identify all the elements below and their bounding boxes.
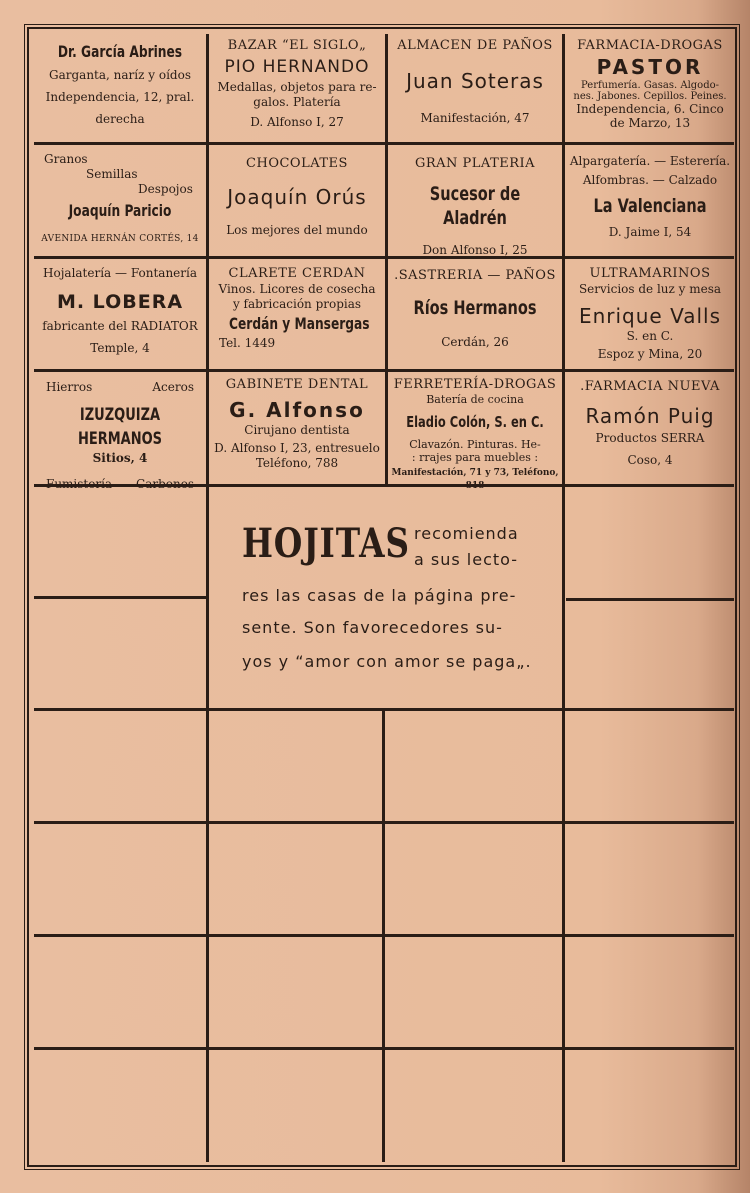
ad-text: Clavazón. Pinturas. He- xyxy=(409,438,541,451)
ad-name: M. LOBERA xyxy=(56,291,184,313)
ad-text: Despojos xyxy=(138,182,193,196)
ad-text: Aceros xyxy=(152,380,194,394)
ad-text: Cirujano dentista xyxy=(244,423,350,437)
ad-heading: CLARETE CERDAN xyxy=(228,266,366,281)
ad-address: Independencia, 12, pral. xyxy=(45,90,195,104)
ad-address: Independencia, 6. Cinco xyxy=(576,102,724,116)
divider xyxy=(566,598,734,601)
ad-address: derecha xyxy=(95,112,145,126)
ad-address: Coso, 4 xyxy=(627,453,673,467)
ad-heading: Hojalatería — Fontanería xyxy=(43,266,197,280)
ad-text: Productos SERRA xyxy=(595,431,705,445)
ad-address: D. Alfonso I, 27 xyxy=(250,115,344,129)
notice-text: recomienda xyxy=(414,524,519,543)
ad-cell xyxy=(209,34,385,142)
ad-cell xyxy=(209,260,385,369)
ad-row xyxy=(34,379,206,395)
ad-heading: GRAN PLATERIA xyxy=(414,156,536,171)
notice-box xyxy=(210,490,562,710)
ad-name: Cerdán y Mansergas xyxy=(229,314,370,333)
divider xyxy=(382,710,385,1162)
ad-name: Juan Soteras xyxy=(406,69,544,93)
notice-text: sente. Son favorecedores su- xyxy=(242,618,503,637)
ad-heading: ULTRAMARINOS xyxy=(589,266,711,281)
ad-name: PASTOR xyxy=(596,55,704,79)
ad-heading: GABINETE DENTAL xyxy=(225,377,369,392)
ad-cell xyxy=(209,373,385,484)
ad-text: S. en C. xyxy=(626,329,674,343)
ad-name: Dr. García Abrines xyxy=(57,42,183,61)
ad-cell xyxy=(388,373,562,491)
ad-name: PIO HERNANDO xyxy=(224,57,370,77)
ad-address: AVENIDA HERNÁN CORTÉS, 14 xyxy=(41,234,199,244)
divider xyxy=(34,369,734,372)
ad-heading: ALMACEN DE PAÑOS xyxy=(397,38,553,53)
ad-cell xyxy=(388,34,562,142)
ad-name: IZUZQUIZA HERMANOS xyxy=(77,405,163,449)
ad-cell xyxy=(388,260,562,369)
ad-text: Alpargatería. — Esterería. xyxy=(569,154,731,168)
ad-text: : rrajes para muebles : xyxy=(411,451,539,464)
ad-heading: BAZAR “EL SIGLO„ xyxy=(227,38,367,53)
ad-text: Hierros xyxy=(46,380,93,394)
ad-heading: .FARMACIA NUEVA xyxy=(580,379,720,394)
notice-title: HOJITAS xyxy=(242,520,410,567)
notice-text: a sus lecto- xyxy=(414,550,519,569)
ad-text: Perfumería. Gasas. Algodo- xyxy=(581,80,719,91)
notice-text: res las casas de la página pre- xyxy=(242,586,517,605)
ad-text: Fumistería xyxy=(46,477,113,491)
ad-text: Semillas xyxy=(86,167,138,181)
divider xyxy=(34,256,734,259)
ad-text: Servicios de luz y mesa xyxy=(578,282,722,296)
ad-heading: .SASTRERIA — PAÑOS xyxy=(394,268,556,283)
ad-row xyxy=(34,476,206,492)
ad-address: Temple, 4 xyxy=(90,341,150,355)
ad-phone: Teléfono, 788 xyxy=(255,456,339,470)
ad-heading: CHOCOLATES xyxy=(246,156,348,171)
ad-text: Medallas, objetos para re- xyxy=(217,80,377,94)
ad-cell xyxy=(565,146,735,256)
ad-cell xyxy=(34,373,206,491)
divider xyxy=(34,142,734,145)
ad-cell xyxy=(565,373,735,484)
ad-text: Batería de cocina xyxy=(426,393,524,406)
ad-heading: FERRETERÍA-DROGAS xyxy=(393,377,557,392)
ad-text: Carbones xyxy=(136,477,194,491)
ad-text: fabricante del RADIATOR xyxy=(42,319,198,333)
ad-address: Manifestación, 47 xyxy=(420,111,530,125)
ad-name: La Valenciana xyxy=(593,195,707,217)
ad-text: nes. Jabones. Cepillos. Peines. xyxy=(573,91,727,102)
ad-name: Joaquín Paricio xyxy=(68,201,172,220)
ad-text: y fabricación propias xyxy=(232,297,362,311)
ad-phone: Tel. 1449 xyxy=(219,336,276,350)
ad-cell xyxy=(565,34,735,142)
ad-cell xyxy=(34,260,206,369)
ad-name: Joaquín Orús xyxy=(227,185,367,209)
ad-address: Sitios, 4 xyxy=(92,451,148,465)
ad-cell xyxy=(565,260,735,369)
ad-text: Garganta, naríz y oídos xyxy=(49,68,191,82)
ad-address: Cerdán, 26 xyxy=(441,335,509,349)
ad-address: D. Jaime I, 54 xyxy=(608,225,692,239)
ad-cell xyxy=(34,146,206,256)
divider xyxy=(34,596,206,599)
ad-text: Los mejores del mundo xyxy=(226,223,368,237)
ad-heading: FARMACIA-DROGAS xyxy=(577,38,723,53)
ad-address: Don Alfonso I, 25 xyxy=(422,243,528,257)
ad-text: Vinos. Licores de cosecha xyxy=(218,282,376,296)
ad-address: D. Alfonso I, 23, entresuelo xyxy=(214,441,380,455)
ad-address: Manifestación, 71 y 73, Teléfono, 818 xyxy=(391,468,559,491)
ad-address: Espoz y Mina, 20 xyxy=(597,347,703,361)
ad-cell xyxy=(209,146,385,256)
ad-name: Ramón Puig xyxy=(585,404,715,428)
ad-name: Sucesor de Aladrén xyxy=(429,183,521,229)
ad-name: G. Alfonso xyxy=(229,398,365,422)
notice-text: yos y “amor con amor se paga„. xyxy=(242,652,532,671)
ad-name: Ríos Hermanos xyxy=(413,297,537,319)
ad-text: Alfombras. — Calzado xyxy=(582,173,718,187)
ad-cell xyxy=(388,146,562,256)
ad-cell xyxy=(34,34,206,142)
ad-name: Eladio Colón, S. en C. xyxy=(406,413,544,431)
ad-text: galos. Platería xyxy=(253,95,341,109)
ad-text: Granos xyxy=(44,152,88,166)
ad-name: Enrique Valls xyxy=(578,304,722,328)
ad-address: de Marzo, 13 xyxy=(609,116,691,130)
